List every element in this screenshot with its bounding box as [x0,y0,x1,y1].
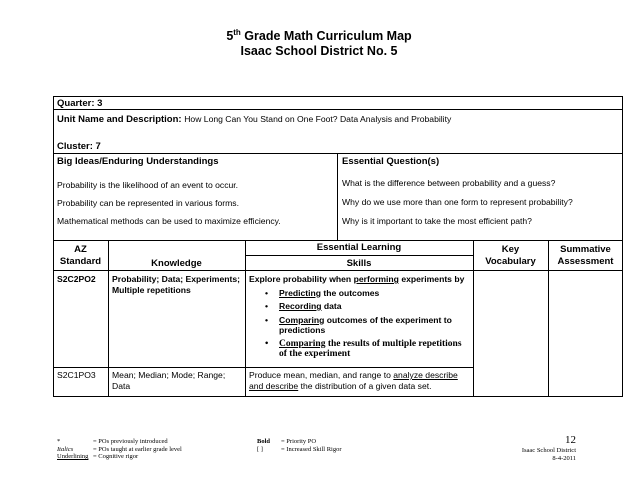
cluster-label: Cluster: 7 [57,141,101,152]
standard-code: S2C2PO2 [57,274,96,284]
essential-question-item: Why is it important to take the most efficient path? [342,216,532,226]
big-idea-item: Probability is the likelihood of an event to occur. [57,180,239,190]
footer-legend-middle: Bold = Priority PO [ ] = Increased Skill Rigor [257,438,342,453]
unit-row [57,114,451,125]
knowledge-cell: Mean; Median; Mode; Range; Data [112,370,226,391]
skills-header: Skills [346,258,372,269]
skill-bullet: • Recording data [249,301,471,312]
big-idea-item: Mathematical methods can be used to maximize efficiency. [57,216,281,226]
big-idea-item: Probability can be represented in various forms. [57,198,239,208]
unit-value: How Long Can You Stand on One Foot? Data Analysis and Probability [184,114,452,124]
az-standard-header: AZ Standard [59,244,102,267]
essential-question-item: What is the difference between probability and a guess? [342,178,556,188]
big-ideas-header: Big Ideas/Enduring Understandings [57,156,219,167]
summative-assessment-header: Summative Assessment [557,244,614,267]
page-number: 12 [565,434,576,446]
skill-bullet: • Predicting the outcomes [249,288,471,299]
essential-question-item: Why do we use more than one form to represent probability? [342,197,573,207]
standard-code: S2C1PO3 [57,370,96,380]
knowledge-header: Knowledge [151,258,202,269]
page-subtitle: Isaac School District No. 5 [240,44,398,58]
quarter-label: Quarter: 3 [57,98,103,109]
skills-cell: Produce mean, median, and range to analyze describe and describe the distribution of a given data set. [249,370,458,391]
knowledge-cell: Probability; Data; Experiments; Multiple repetitions [112,274,240,295]
essential-questions-header: Essential Question(s) [342,156,440,167]
footer-legend-left: * = POs previously introduced Italics = POs taught at earlier grade level Underlining = Cognitive rigor [57,438,182,460]
essential-learning-header: Essential Learning [316,242,402,253]
key-vocabulary-header: Key Vocabulary [485,244,536,267]
page-title: 5th Grade Math Curriculum Map [226,28,412,44]
skill-bullet: • Comparing outcomes of the experiment to predictions [249,315,471,336]
unit-label: Unit Name and Description: [57,114,182,125]
skill-bullet: • Comparing the results of multiple repetitions of the experiment [249,339,471,360]
footer-district: Isaac School District 8-4-2011 [521,447,576,462]
skills-intro: Explore probability when performing experiments by [249,274,465,284]
skills-cell [249,274,471,363]
